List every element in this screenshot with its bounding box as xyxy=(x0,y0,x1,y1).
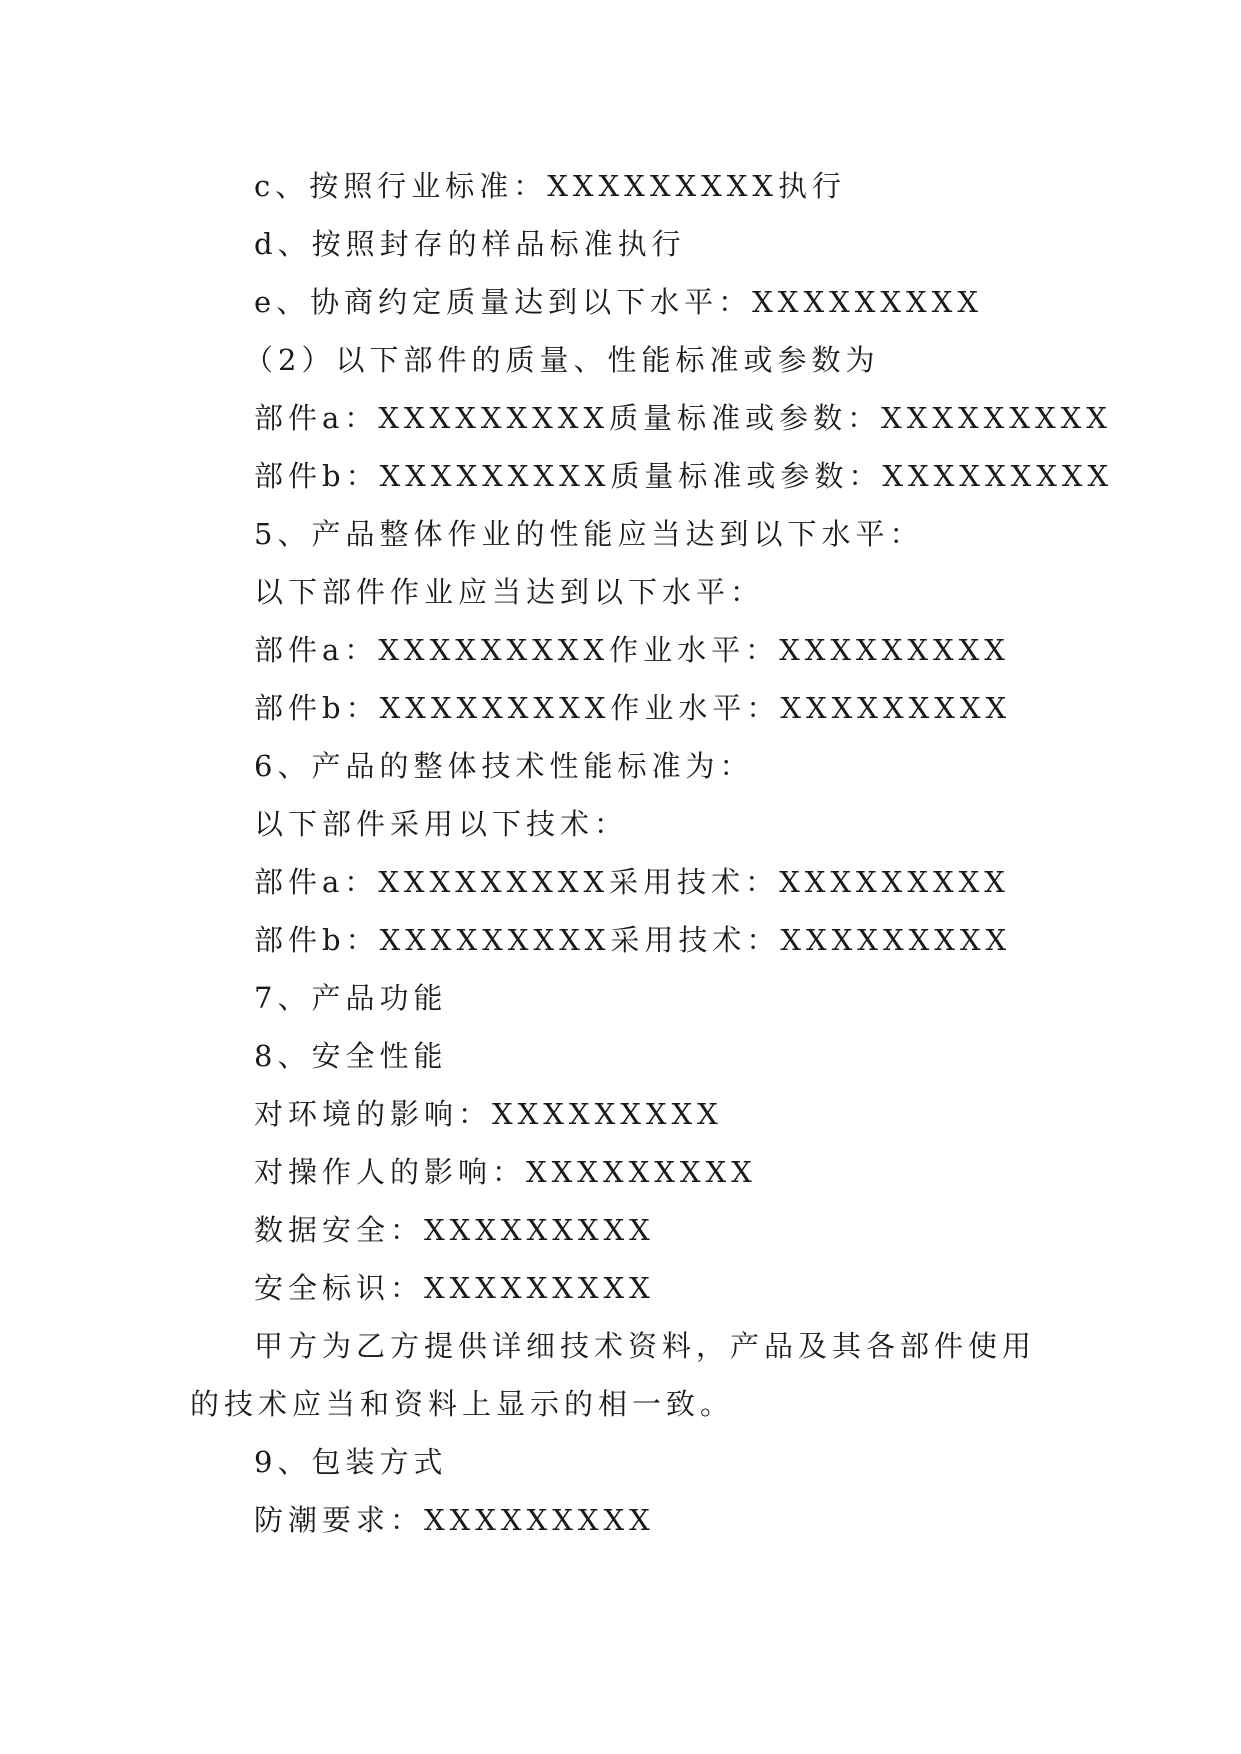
data-security: 数据安全：XXXXXXXXX xyxy=(254,1213,655,1247)
section-7-heading: 7、产品功能 xyxy=(254,981,448,1015)
clause-d: d、按照封存的样品标准执行 xyxy=(254,227,686,261)
operator-impact: 对操作人的影响：XXXXXXXXX xyxy=(254,1155,757,1189)
part-b-technology: 部件b：XXXXXXXXX采用技术：XXXXXXXXX xyxy=(254,923,1012,957)
section-8-heading: 8、安全性能 xyxy=(254,1039,448,1073)
part-b-quality: 部件b：XXXXXXXXX质量标准或参数：XXXXXXXXX xyxy=(254,459,1114,493)
safety-marking: 安全标识：XXXXXXXXX xyxy=(254,1271,655,1305)
part-a-operation: 部件a：XXXXXXXXX作业水平：XXXXXXXXX xyxy=(254,633,1010,667)
part-a-technology: 部件a：XXXXXXXXX采用技术：XXXXXXXXX xyxy=(254,865,1010,899)
section-2-heading: （2）以下部件的质量、性能标准或参数为 xyxy=(244,343,880,377)
parts-operation-intro: 以下部件作业应当达到以下水平： xyxy=(254,575,765,609)
clause-c: c、按照行业标准：XXXXXXXXX执行 xyxy=(254,169,847,203)
part-a-quality: 部件a：XXXXXXXXX质量标准或参数：XXXXXXXXX xyxy=(254,401,1112,435)
section-6-heading: 6、产品的整体技术性能标准为： xyxy=(254,749,754,783)
parts-technology-intro: 以下部件采用以下技术： xyxy=(254,807,629,841)
section-5-heading: 5、产品整体作业的性能应当达到以下水平： xyxy=(254,517,924,551)
clause-e: e、协商约定质量达到以下水平：XXXXXXXXX xyxy=(254,285,983,319)
document-body xyxy=(190,157,1114,1549)
part-b-operation: 部件b：XXXXXXXXX作业水平：XXXXXXXXX xyxy=(254,691,1012,725)
section-9-heading: 9、包装方式 xyxy=(254,1445,448,1479)
technical-data-paragraph: 甲方为乙方提供详细技术资料，产品及其各部件使用的技术应当和资料上显示的相一致。 xyxy=(190,1329,1037,1421)
moisture-requirement: 防潮要求：XXXXXXXXX xyxy=(254,1503,655,1537)
environment-impact: 对环境的影响：XXXXXXXXX xyxy=(254,1097,723,1131)
